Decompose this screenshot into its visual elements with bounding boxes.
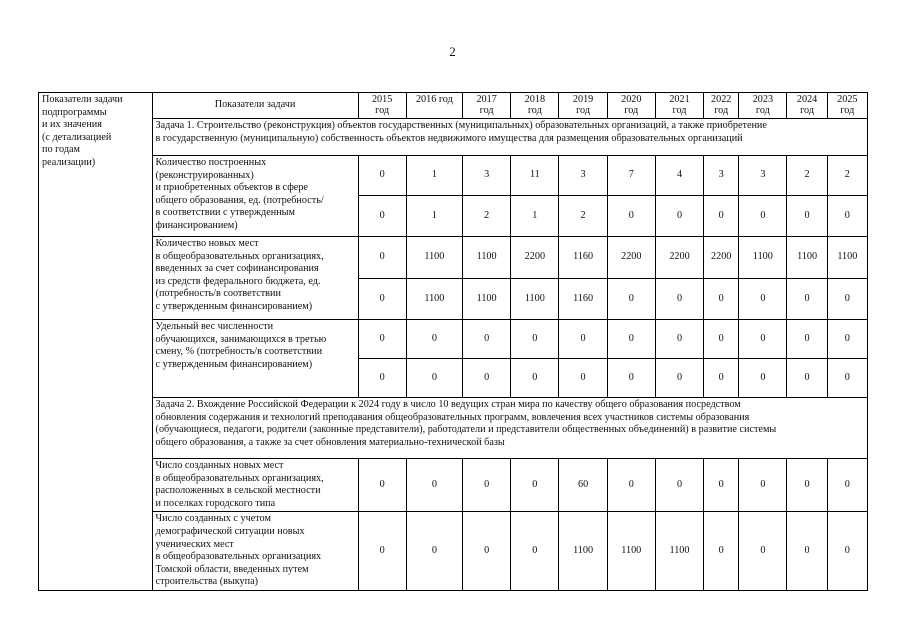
indicator-header: Показатели задачи — [152, 93, 358, 119]
value-cell: 0 — [739, 320, 787, 359]
value-cell: 0 — [511, 320, 559, 359]
value-cell: 0 — [739, 359, 787, 398]
year-header: 2025 год — [827, 93, 867, 119]
task-description: Задача 1. Строительство (реконструкция) объектов государственных (муниципальных) образовательных организаций, а также приобретение в государственную (муниципальную) собственность объектов недвижимого имущества для размещения образовательных организаций — [152, 119, 867, 156]
value-cell: 0 — [655, 359, 703, 398]
left-header-cell — [39, 93, 153, 591]
value-cell: 0 — [358, 279, 406, 320]
indicator-name: Число созданных новых мест в общеобразовательных организациях, расположенных в сельской местности и поселках городского типа — [152, 459, 358, 512]
value-cell: 0 — [463, 459, 511, 512]
year-header: 2015 год — [358, 93, 406, 119]
value-cell: 0 — [511, 512, 559, 591]
value-cell: 0 — [358, 359, 406, 398]
year-header: 2019 год — [559, 93, 607, 119]
year-header: 2024 год — [787, 93, 827, 119]
value-cell: 1100 — [406, 237, 462, 279]
value-cell: 1100 — [559, 512, 607, 591]
value-cell: 0 — [655, 196, 703, 237]
task-description: Задача 2. Вхождение Российской Федерации к 2024 году в число 10 ведущих стран мира по качеству общего образования посредством обновления содержания и технологий преподавания общеобразовательных программ, вовлечения всех участников системы образования (обучающиеся, педагоги, родители (законные представители), работодатели и представители общественных объединений) в развитие системы общего образования, а также за счет обновления материально-технической базы — [152, 398, 867, 459]
value-cell: 2200 — [655, 237, 703, 279]
year-header: 2022 год — [704, 93, 739, 119]
value-cell: 0 — [406, 359, 462, 398]
value-cell: 4 — [655, 156, 703, 196]
left-header-line: по годам — [42, 144, 80, 156]
value-cell: 0 — [827, 459, 867, 512]
value-cell: 0 — [607, 359, 655, 398]
indicator-row — [39, 320, 868, 359]
value-cell: 0 — [463, 512, 511, 591]
value-cell: 0 — [358, 512, 406, 591]
value-cell: 1100 — [787, 237, 827, 279]
value-cell: 0 — [739, 512, 787, 591]
value-cell: 0 — [787, 359, 827, 398]
value-cell: 0 — [827, 279, 867, 320]
value-cell: 1 — [406, 196, 462, 237]
value-cell: 0 — [358, 320, 406, 359]
task-row — [39, 398, 868, 459]
value-cell: 0 — [406, 459, 462, 512]
value-cell: 0 — [739, 279, 787, 320]
value-cell: 0 — [655, 279, 703, 320]
value-cell: 0 — [406, 320, 462, 359]
year-header: 2017 год — [463, 93, 511, 119]
page-number: 2 — [449, 44, 456, 59]
value-cell: 1100 — [406, 279, 462, 320]
value-cell: 1100 — [463, 279, 511, 320]
value-cell: 0 — [406, 512, 462, 591]
value-cell: 0 — [787, 512, 827, 591]
value-cell: 7 — [607, 156, 655, 196]
value-cell: 0 — [787, 459, 827, 512]
left-header-line: (с детализацией — [42, 131, 112, 143]
value-cell: 0 — [607, 196, 655, 237]
value-cell: 3 — [559, 156, 607, 196]
value-cell: 1 — [511, 196, 559, 237]
indicator-name: Количество новых мест в общеобразовательных организациях, введенных за счет софинансирования из средств федерального бюджета, ед. (потребность/в соответствии с утвержденным финансированием) — [152, 237, 358, 320]
value-cell: 1100 — [607, 512, 655, 591]
year-header: 2016 год — [406, 93, 462, 119]
value-cell: 0 — [704, 459, 739, 512]
year-header: 2023 год — [739, 93, 787, 119]
value-cell: 0 — [827, 196, 867, 237]
value-cell: 0 — [607, 279, 655, 320]
value-cell: 0 — [739, 196, 787, 237]
left-header-line: реализации) — [42, 156, 96, 168]
value-cell: 60 — [559, 459, 607, 512]
indicator-row — [39, 459, 868, 512]
value-cell: 0 — [704, 320, 739, 359]
value-cell: 0 — [511, 359, 559, 398]
left-header-line: подпрограммы — [42, 106, 107, 118]
value-cell: 0 — [358, 196, 406, 237]
indicator-name: Количество построенных (реконструированных) и приобретенных объектов в сфере общего образования, ед. (потребность/ в соответствии с утвержденным финансированием) — [152, 156, 358, 237]
indicators-table — [38, 92, 868, 591]
value-cell: 2200 — [704, 237, 739, 279]
indicator-row — [39, 512, 868, 591]
value-cell: 0 — [358, 459, 406, 512]
value-cell: 3 — [739, 156, 787, 196]
value-cell: 1 — [406, 156, 462, 196]
left-header-line: Показатели задачи — [42, 94, 123, 105]
value-cell: 0 — [704, 279, 739, 320]
value-cell: 2 — [463, 196, 511, 237]
value-cell: 1100 — [827, 237, 867, 279]
value-cell: 1100 — [655, 512, 703, 591]
header-row — [39, 93, 868, 119]
value-cell: 2 — [827, 156, 867, 196]
indicator-row — [39, 156, 868, 196]
value-cell: 0 — [358, 156, 406, 196]
value-cell: 0 — [739, 459, 787, 512]
task-row — [39, 119, 868, 156]
value-cell: 0 — [704, 512, 739, 591]
value-cell: 2200 — [607, 237, 655, 279]
left-header-line: и их значения — [42, 119, 102, 131]
value-cell: 0 — [827, 359, 867, 398]
value-cell: 11 — [511, 156, 559, 196]
value-cell: 0 — [559, 359, 607, 398]
value-cell: 0 — [704, 359, 739, 398]
value-cell: 0 — [358, 237, 406, 279]
value-cell: 1100 — [463, 237, 511, 279]
value-cell: 0 — [607, 320, 655, 359]
value-cell: 0 — [787, 196, 827, 237]
value-cell: 0 — [787, 320, 827, 359]
value-cell: 0 — [463, 320, 511, 359]
value-cell: 0 — [559, 320, 607, 359]
indicator-name: Число созданных с учетом демографической ситуации новых ученических мест в общеобразовательных организациях Томской области, введенных путем строительства (выкупа) — [152, 512, 358, 591]
value-cell: 1160 — [559, 237, 607, 279]
year-header: 2020 год — [607, 93, 655, 119]
value-cell: 0 — [463, 359, 511, 398]
value-cell: 0 — [655, 320, 703, 359]
year-header: 2021 год — [655, 93, 703, 119]
value-cell: 0 — [655, 459, 703, 512]
indicator-row — [39, 237, 868, 279]
value-cell: 2 — [787, 156, 827, 196]
value-cell: 0 — [787, 279, 827, 320]
value-cell: 3 — [463, 156, 511, 196]
value-cell: 1100 — [511, 279, 559, 320]
value-cell: 1100 — [739, 237, 787, 279]
value-cell: 2200 — [511, 237, 559, 279]
value-cell: 0 — [607, 459, 655, 512]
indicator-name: Удельный вес численности обучающихся, занимающихся в третью смену, % (потребность/в соответствии с утвержденным финансированием) — [152, 320, 358, 398]
value-cell: 2 — [559, 196, 607, 237]
value-cell: 0 — [511, 459, 559, 512]
value-cell: 0 — [827, 320, 867, 359]
value-cell: 3 — [704, 156, 739, 196]
value-cell: 0 — [704, 196, 739, 237]
value-cell: 1160 — [559, 279, 607, 320]
year-header: 2018 год — [511, 93, 559, 119]
value-cell: 0 — [827, 512, 867, 591]
